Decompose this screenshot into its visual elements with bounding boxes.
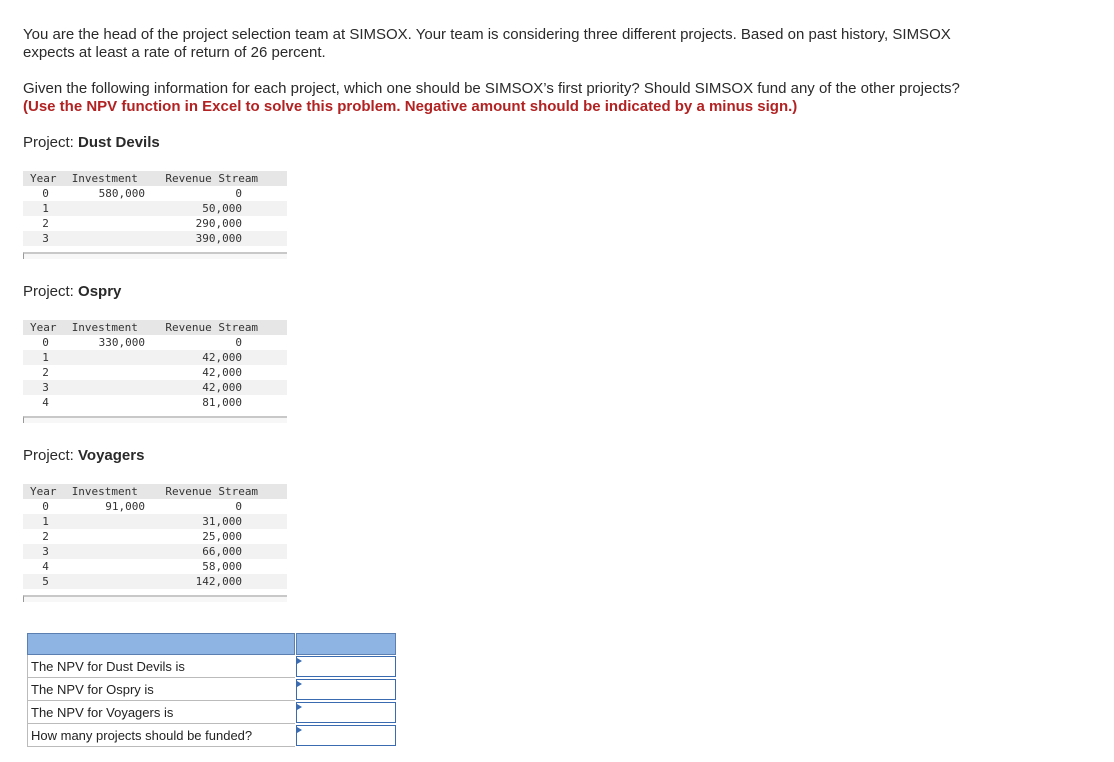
table-row: 3 66,000 <box>23 544 287 559</box>
table-row: 5 142,000 <box>23 574 287 589</box>
table-row: 1 50,000 <box>23 201 287 216</box>
projects-funded-input[interactable] <box>296 725 396 746</box>
answer-row-projects-funded <box>27 724 396 747</box>
project-table-voyagers <box>23 484 287 602</box>
npv-dust-devils-input[interactable] <box>296 656 396 677</box>
answer-row-npv-dust-devils <box>27 655 396 678</box>
project-title-voyagers: Project: Voyagers <box>23 447 145 464</box>
intro-paragraph-1: You are the head of the project selection team at SIMSOX. Your team is considering three different projects. Based on past history, SIMSOX expects at least a rate of return of 26 percent. <box>23 26 951 61</box>
intro-paragraph-2 <box>23 80 963 116</box>
table-row: 2 25,000 <box>42 530 242 543</box>
table-row: 0 91,000 0 <box>42 500 242 513</box>
project-table-dust-devils <box>23 171 287 259</box>
table-row: 2 42,000 <box>42 366 242 379</box>
npv-voyagers-input[interactable] <box>296 702 396 723</box>
answer-table <box>27 633 396 747</box>
answer-row-npv-voyagers <box>27 701 396 724</box>
table-header: Year Investment Revenue Stream <box>23 171 287 186</box>
table-footer <box>23 416 287 423</box>
table-row: 1 42,000 <box>23 350 287 365</box>
answer-label: The NPV for Ospry is <box>27 678 295 701</box>
answer-table-header <box>27 633 396 655</box>
table-row: 3 42,000 <box>23 380 287 395</box>
table-header: Year Investment Revenue Stream <box>23 320 287 335</box>
project-table-ospry <box>23 320 287 423</box>
table-header: Year Investment Revenue Stream <box>23 484 287 499</box>
table-footer <box>23 595 287 602</box>
answer-label: How many projects should be funded? <box>27 724 295 747</box>
answer-label: The NPV for Voyagers is <box>27 701 295 724</box>
table-footer <box>23 252 287 259</box>
table-row: 0 330,000 0 <box>42 336 242 349</box>
npv-ospry-input[interactable] <box>296 679 396 700</box>
answer-row-npv-ospry <box>27 678 396 701</box>
answer-label: The NPV for Dust Devils is <box>27 655 295 678</box>
intro-question: Given the following information for each project, which one should be SIMSOX’s first priority? Should SIMSOX fund any of the other projects? <box>23 80 960 97</box>
project-title-ospry: Project: Ospry <box>23 283 122 300</box>
table-row: 4 58,000 <box>42 560 242 573</box>
intro-instruction: (Use the NPV function in Excel to solve this problem. Negative amount should be indicated by a minus sign.) <box>23 98 798 115</box>
table-row: 0 580,000 0 <box>42 187 242 200</box>
table-row: 1 31,000 <box>23 514 287 529</box>
table-row: 2 290,000 <box>42 217 242 230</box>
table-row: 4 81,000 <box>42 396 242 409</box>
table-row: 3 390,000 <box>23 231 287 246</box>
project-title-dust-devils: Project: Dust Devils <box>23 134 160 151</box>
